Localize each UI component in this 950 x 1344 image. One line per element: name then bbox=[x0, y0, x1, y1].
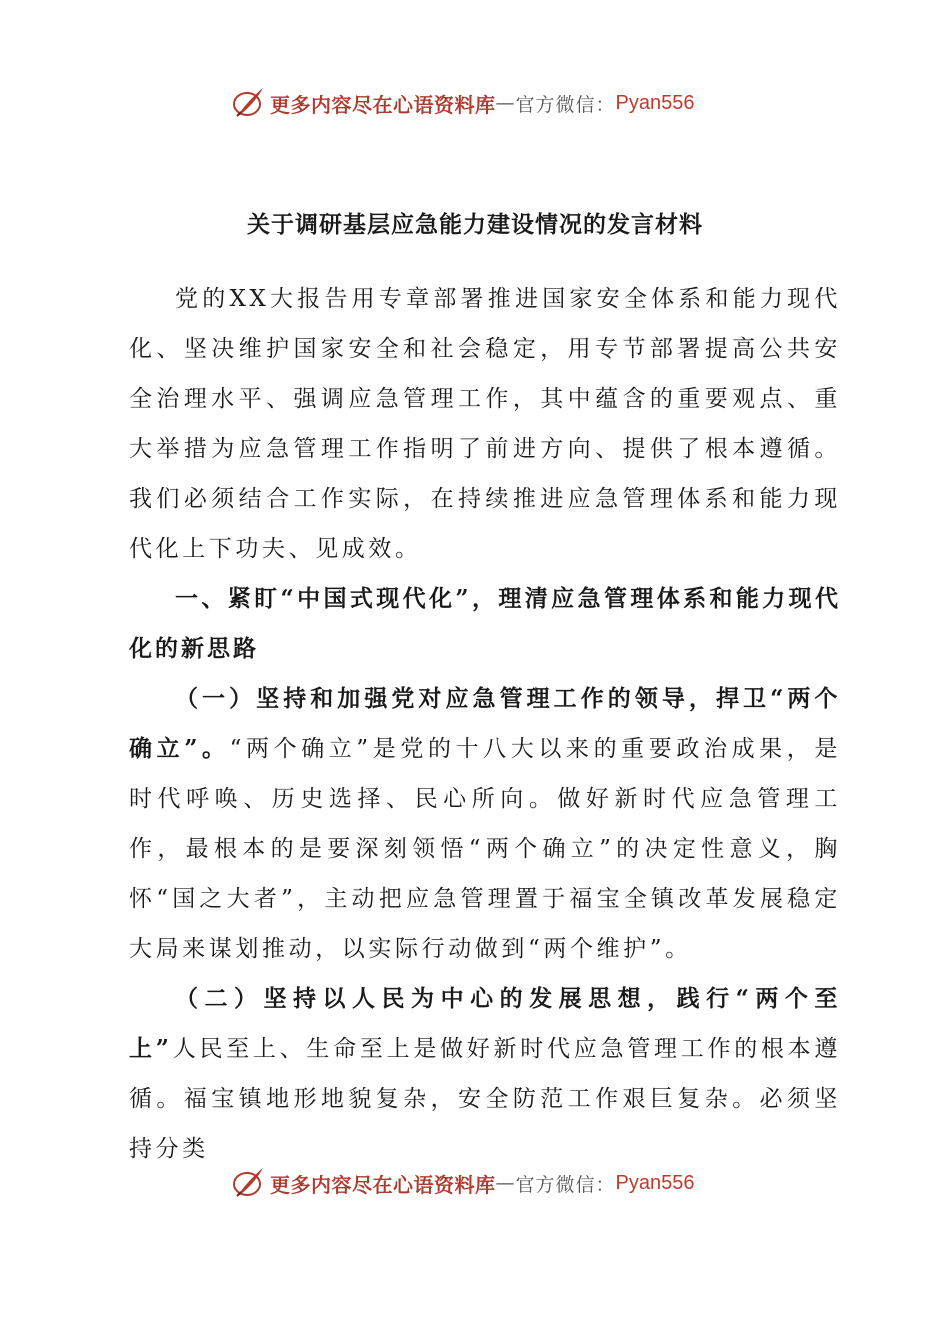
section-heading-1: 一、紧盯“中国式现代化”，理清应急管理体系和能力现代化的新思路 bbox=[129, 585, 841, 662]
quill-pen-icon bbox=[230, 85, 266, 121]
watermark-brand: 更多内容尽在心语资料库 bbox=[270, 1172, 496, 1197]
watermark-brand: 更多内容尽在心语资料库 bbox=[270, 92, 496, 117]
watermark-separator: — bbox=[495, 92, 516, 114]
subsection-2 bbox=[129, 974, 841, 1174]
intro-paragraph: 党的XX大报告用专章部署推进国家安全体系和能力现代化、坚决维护国家安全和社会稳定，用专节部署提高公共安全治理水平、强调应急管理工作，其中蕴含的重要观点、重大举措为应急管理工作指明了前进方向、提供了根本遵循。我们必须结合工作实际，在持续推进应急管理体系和能力现代化上下功夫、见成效。 bbox=[129, 286, 841, 562]
watermark-banner-top bbox=[230, 83, 730, 123]
subsection-1 bbox=[129, 674, 841, 974]
quill-pen-icon bbox=[230, 1165, 266, 1201]
watermark-label: 官方微信： bbox=[515, 1173, 616, 1196]
watermark-separator: — bbox=[495, 1172, 516, 1194]
subsection-2-heading: （二）坚持以人民为中心的发展思想，践行“两个至上” bbox=[129, 985, 841, 1062]
watermark-wechat-id: Pyan556 bbox=[615, 1171, 695, 1194]
subsection-1-heading: （一）坚持和加强党对应急管理工作的领导，捍卫“两个确立”。 bbox=[129, 685, 841, 762]
subsection-2-body: 人民至上、生命至上是做好新时代应急管理工作的根本遵循。福宝镇地形地貌复杂，安全防范工作艰巨复杂。必须坚持分类 bbox=[129, 1036, 842, 1162]
watermark-banner-bottom bbox=[230, 1163, 730, 1203]
document-title: 关于调研基层应急能力建设情况的发言材料 bbox=[247, 211, 703, 238]
document-body bbox=[129, 274, 841, 1174]
watermark-wechat-id: Pyan556 bbox=[615, 91, 695, 114]
watermark-label: 官方微信： bbox=[515, 93, 616, 116]
subsection-1-body: “两个确立”是党的十八大以来的重要政治成果，是时代呼唤、历史选择、民心所向。做好新时代应急管理工作，最根本的是要深刻领悟“两个确立”的决定性意义，胸怀“国之大者”，主动把应急管理置于福宝全镇改革发展稳定大局来谋划推动，以实际行动做到“两个维护”。 bbox=[129, 736, 841, 962]
